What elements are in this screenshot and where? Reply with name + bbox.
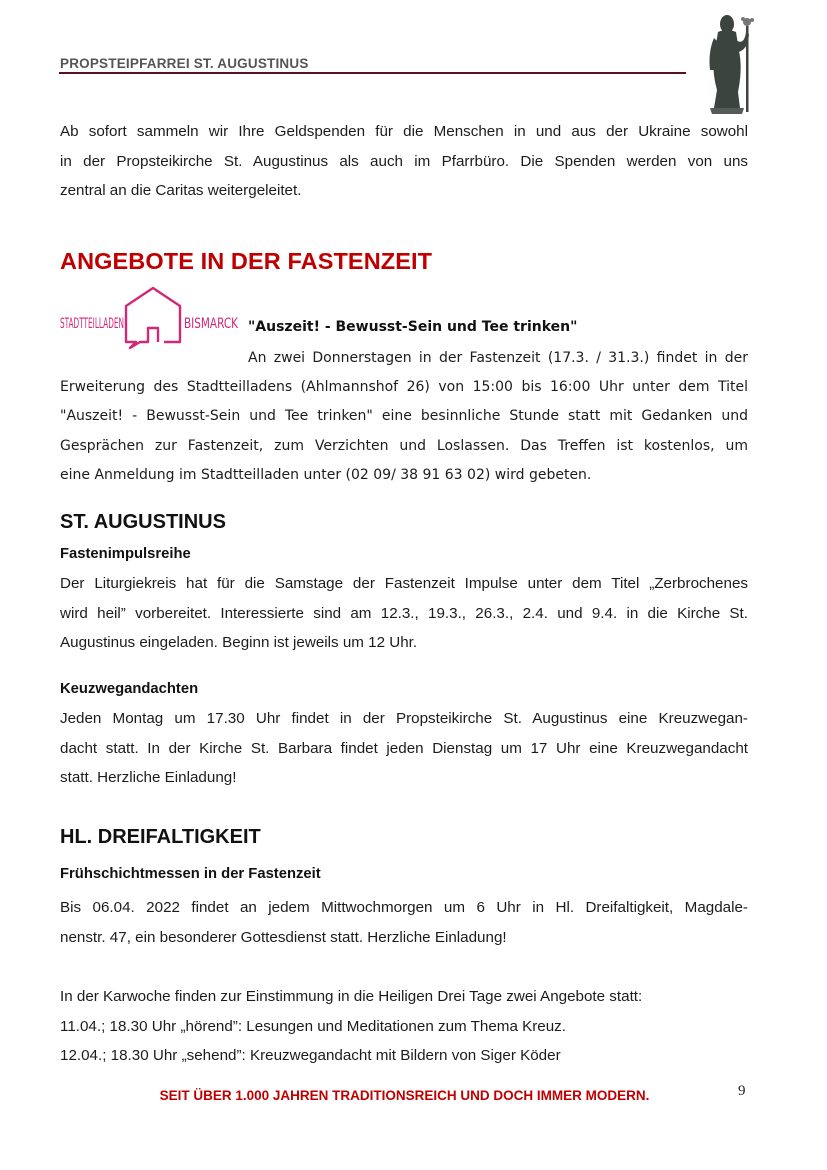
karwoche-paragraph xyxy=(60,982,748,1071)
text-line: Jeden Montag um 17.30 Uhr findet in der Propsteikirche St. Augustinus eine Kreuzwegan- xyxy=(60,710,748,727)
text-line: zentral an die Caritas weitergeleitet. xyxy=(60,182,302,199)
footer-slogan: SEIT ÜBER 1.000 JAHREN TRADITIONSREICH UND DOCH IMMER MODERN. xyxy=(159,1088,650,1103)
fastenimpulsreihe-paragraph xyxy=(60,569,748,658)
event-title: "Auszeit! - Bewusst-Sein und Tee trinken" xyxy=(248,319,578,335)
running-header-title: PROPSTEIPFARREI ST. AUGUSTINUS xyxy=(60,56,309,71)
text-line: Ab sofort sammeln wir Ihre Geldspenden für die Menschen in und aus der Ukraine sowohl xyxy=(60,123,748,140)
text-line: Augustinus eingeladen. Beginn ist jeweils um 12 Uhr. xyxy=(60,634,418,651)
text-line: Der Liturgiekreis hat für die Samstage der Fastenzeit Impulse unter dem Titel „Zerbrochenes xyxy=(60,575,748,592)
section-heading-fastenzeit: ANGEBOTE IN DER FASTENZEIT xyxy=(60,248,433,274)
logo-text-right: BISMARCK xyxy=(184,316,239,332)
statue-image xyxy=(700,12,762,116)
text-line: nenstr. 47, ein besonderer Gottesdienst statt. Herzliche Einladung! xyxy=(60,928,507,946)
section-heading-dreifaltigkeit: HL. DREIFALTIGKEIT xyxy=(60,826,261,848)
text-line: In der Karwoche finden zur Einstimmung in die Heiligen Drei Tage zwei Angebote statt: xyxy=(60,988,643,1005)
text-line: 11.04.; 18.30 Uhr „hörend”: Lesungen und Meditationen zum Thema Kreuz. xyxy=(60,1017,566,1035)
text-line: Gesprächen zur Fastenzeit, zum Verzichten und Loslassen. Das Treffen ist kostenlos, um xyxy=(60,437,748,454)
subheading-keuzwegandachten: Keuzwegandachten xyxy=(60,681,199,697)
text-line: dacht statt. In der Kirche St. Barbara findet jeden Dienstag um 17 Uhr eine Kreuzwegandacht xyxy=(60,739,748,757)
section-heading-augustinus: ST. AUGUSTINUS xyxy=(60,511,226,533)
text-line: statt. Herzliche Einladung! xyxy=(60,769,237,786)
text-line: "Auszeit! - Bewusst-Sein und Tee trinken" eine besinnliche Stunde statt mit Gedanken und xyxy=(60,408,748,425)
header-rule xyxy=(59,72,686,74)
subheading-fastenimpulsreihe: Fastenimpulsreihe xyxy=(60,546,191,562)
stadtteilladen-bismarck-logo xyxy=(58,284,240,350)
fruehschichtmessen-paragraph xyxy=(60,893,748,952)
auszeit-paragraph xyxy=(60,373,748,490)
text-line: An zwei Donnerstagen in der Fastenzeit (17.3. / 31.3.) findet in der xyxy=(248,350,748,366)
keuzwegandachten-paragraph xyxy=(60,704,748,793)
text-line: eine Anmeldung im Stadtteilladen unter (02 09/ 38 91 63 02) wird gebeten. xyxy=(60,466,592,483)
logo-text-left: STADTTEILLADEN xyxy=(60,316,124,332)
text-line: Erweiterung des Stadtteilladens (Ahlmannshof 26) von 15:00 bis 16:00 Uhr unter dem Titel xyxy=(60,379,748,395)
ukraine-donation-paragraph xyxy=(60,117,748,206)
subheading-fruehschichtmessen: Frühschichtmessen in der Fastenzeit xyxy=(60,866,321,882)
text-line: Bis 06.04. 2022 findet an jedem Mittwochmorgen um 6 Uhr in Hl. Dreifaltigkeit, Magdale- xyxy=(60,899,748,916)
text-line: 12.04.; 18.30 Uhr „sehend”: Kreuzwegandacht mit Bildern von Siger Köder xyxy=(60,1047,561,1064)
text-line: wird heil” vorbereitet. Interessierte sind am 12.3., 19.3., 26.3., 2.4. und 9.4. in die Kirche St. xyxy=(60,604,748,622)
page-number: 9 xyxy=(738,1083,746,1099)
text-line: in der Propsteikirche St. Augustinus als auch im Pfarrbüro. Die Spenden werden von uns xyxy=(60,152,748,170)
